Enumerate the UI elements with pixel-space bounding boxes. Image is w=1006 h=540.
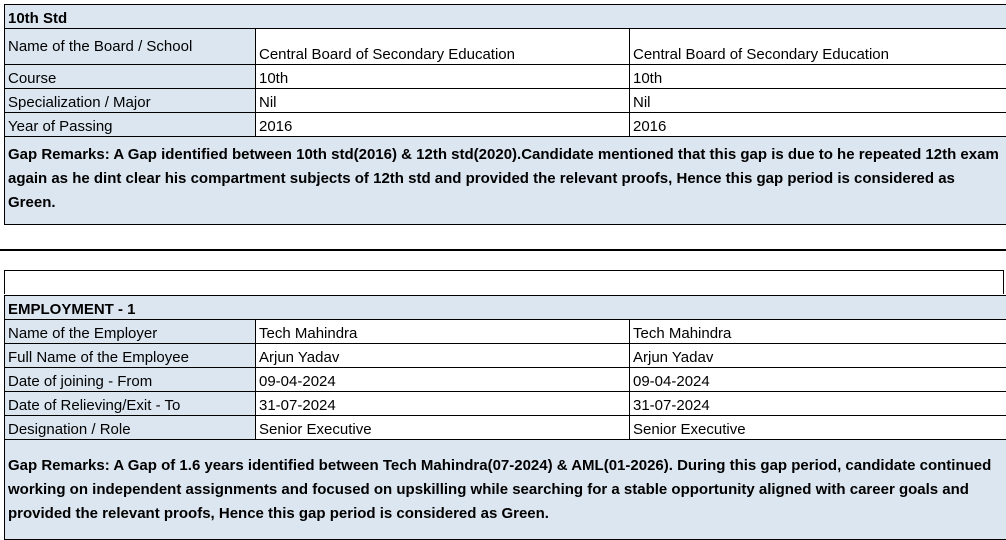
row-label: Year of Passing xyxy=(5,113,256,137)
row-value: 10th xyxy=(256,65,630,89)
blank-row xyxy=(4,270,1004,294)
row-label: Date of joining - From xyxy=(5,368,256,392)
education-table xyxy=(4,4,1006,225)
section-title: 10th Std xyxy=(5,5,1006,29)
row-value: 10th xyxy=(630,65,1006,89)
row-value: Senior Executive xyxy=(256,416,630,440)
row-value: Nil xyxy=(630,89,1006,113)
row-label: Name of the Employer xyxy=(5,320,256,344)
row-label: Full Name of the Employee xyxy=(5,344,256,368)
row-value: Tech Mahindra xyxy=(256,320,630,344)
section-divider xyxy=(0,249,1006,251)
gap-remarks: Gap Remarks: A Gap identified between 10th std(2016) & 12th std(2020).Candidate mentioned that this gap is due to he repeated 12th exam again as he dint clear his compartment subjects of 12th std and provided the relevant proofs, Hence this gap period is considered as Green. xyxy=(5,137,1006,225)
row-label: Designation / Role xyxy=(5,416,256,440)
row-value: Senior Executive xyxy=(630,416,1006,440)
employment-table xyxy=(4,295,1006,540)
row-value: 31-07-2024 xyxy=(630,392,1006,416)
row-label: Date of Relieving/Exit - To xyxy=(5,392,256,416)
row-value: Tech Mahindra xyxy=(630,320,1006,344)
row-label: Course xyxy=(5,65,256,89)
row-value: Arjun Yadav xyxy=(256,344,630,368)
row-value: Central Board of Secondary Education xyxy=(256,29,630,65)
row-value: Central Board of Secondary Education xyxy=(630,29,1006,65)
row-value: Nil xyxy=(256,89,630,113)
row-label: Name of the Board / School xyxy=(5,29,256,65)
section-title: EMPLOYMENT - 1 xyxy=(5,296,1006,320)
row-value: 09-04-2024 xyxy=(630,368,1006,392)
row-value: 09-04-2024 xyxy=(256,368,630,392)
row-value: Arjun Yadav xyxy=(630,344,1006,368)
row-value: 2016 xyxy=(256,113,630,137)
gap-remarks: Gap Remarks: A Gap of 1.6 years identified between Tech Mahindra(07-2024) & AML(01-2026). During this gap period, candidate continued working on independent assignments and focused on upskilling while searching for a stable opportunity aligned with career goals and provided the relevant proofs, Hence this gap period is considered as Green. xyxy=(5,440,1006,540)
row-value: 31-07-2024 xyxy=(256,392,630,416)
row-label: Specialization / Major xyxy=(5,89,256,113)
row-value: 2016 xyxy=(630,113,1006,137)
